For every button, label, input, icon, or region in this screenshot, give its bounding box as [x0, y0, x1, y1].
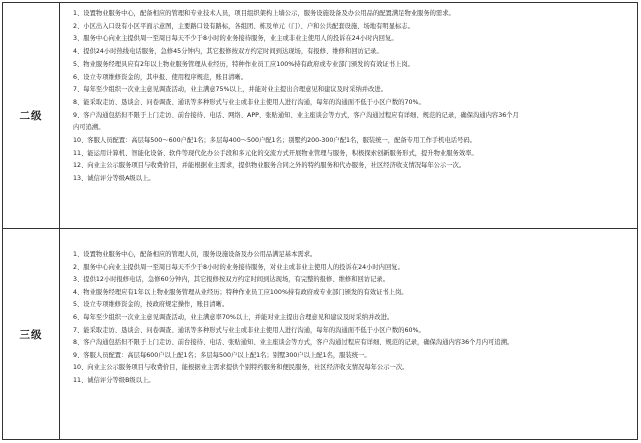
table-row-level-3: [3, 229, 637, 439]
list-item: 13、诚信评分等级A级以上。: [73, 175, 155, 183]
list-item: 2、服务中心向业主提供周一至周日每天不少于8小时的业务接待服务，对业主或非业主使用人的投诉在24小时内回复。: [73, 263, 404, 271]
list-item: 3、提供12小时报修电话，急修60分钟内，其它报修按双方约定时间到达现场，有完整的报修、维修和回访记录。: [73, 276, 389, 284]
level-label: 二级: [3, 3, 60, 228]
level-2-requirements: [60, 3, 637, 228]
list-item: 8、能采取走访、恳谈会、问卷调查、通讯等多种形式与业主或非业主使用人进行沟通，每年的沟通面不低于小区户数的70%。: [73, 98, 425, 106]
list-item: 6、设立专项维修资金的，其申报、使用程序规范，账目清晰。: [73, 73, 248, 81]
list-item: 8、客户沟通包括但不限于上门走访、前台接待、电话、张贴通知、业主座谈会等方式，客户沟通过程应有详细、规范的记录，确保沟通内容36个月内可追溯。: [73, 339, 514, 347]
list-item: 9、客户沟通包括但不限于上门走访、前台接待、电话、网络、APP、张贴通知、业主座谈会等方式，客户沟通过程应有详细、规范的记录，确保沟通内容36个月: [73, 111, 519, 119]
list-item: 2、小区出入口设有小区平面示意图，主要路口设有路标，各组团、栋及单元（门）、户和公共配套设施、场地有明显标志。: [73, 22, 414, 30]
list-item: 7、每年至少组织一次业主意见调查活动，业主满意75%以上，并能对业主提出合理意见和建议及时采纳并改进。: [73, 86, 387, 94]
list-item: 6、每年至少组织一次业主意见调查活动，业主满意率70%以上，并能对业主提出合理意见和建议及时采纳并改进。: [73, 313, 394, 321]
list-item: 11、诚信评分等级B级以上。: [73, 376, 155, 384]
list-item: 4、提供24小时热线电话服务，急修45分钟内，其它报修按双方约定时间到达现场，有报修、维修和回访记录。: [73, 48, 383, 56]
list-item: 1、设置物业服务中心，配备相应的管理和专业技术人员，项目组织架构上墙公示，服务设施设备及办公用品的配置满足物业服务的需求。: [73, 10, 455, 17]
list-item: 4、物业服务经理应有1年以上物业服务管理从业经历；特种作业员工应100%持有政府或专业部门颁发的有效证书上岗。: [73, 288, 408, 296]
list-item: 9、客服人员配置：高层每600户以上配1名；多层每500户以上配1名；别墅300户以上配1名，服装统一。: [73, 351, 371, 359]
list-item: 7、能采取走访、恳谈会、问卷调查、通讯等多种形式与业主或非业主使用人进行沟通，每年的沟通面不低于小区户数的60%。: [73, 326, 425, 334]
list-item: 10、客服人员配置：高层每500～600户配1名；多层每400～500户配1名；别墅约200-300户配1名，服装统一，配备专用工作手机电话号码。: [73, 137, 476, 145]
list-item-continuation: 内可追溯。: [73, 124, 105, 132]
table-row-level-2: [3, 3, 637, 229]
list-item: 1、设置物业服务中心，配备相应的管理人员，服务设施设备及办公用品满足基本需求。: [73, 251, 317, 258]
list-item: 10、向业主公示服务项目与收费价目，能根据业主需求提供个别特约服务和便民服务，社区经济收支情况每年公示一次。: [73, 364, 409, 372]
service-standards-table: [2, 2, 638, 440]
list-item: 5、物业服务经理具应有2年以上物业服务管理从业经历，特种作业员工应100%持有政府或专业部门颁发的有效证书上岗。: [73, 60, 414, 68]
list-item: 12、向业主公示服务项目与收费价目，并能根据业主需求，提供物业服务合同之外的特约服务和代办服务，社区经济收支情况每年公示一次。: [73, 162, 466, 170]
list-item: 11、能运用计算机、智能化设备、软件等现代化办公手段和多元化的交流方式开展物业管理与服务，积极探索创新服务形式，提升物业服务效率。: [73, 149, 478, 157]
list-item: 5、设立专项维修资金的，按政府规定操作，账目清晰。: [73, 301, 229, 309]
level-3-requirements: [60, 229, 637, 439]
list-item: 3、服务中心向业主提供周一至周日每天不少于8小时的业务接待服务，业主或非业主使用人的投诉在24小时内回复。: [73, 35, 398, 43]
level-label: 三级: [3, 229, 60, 439]
